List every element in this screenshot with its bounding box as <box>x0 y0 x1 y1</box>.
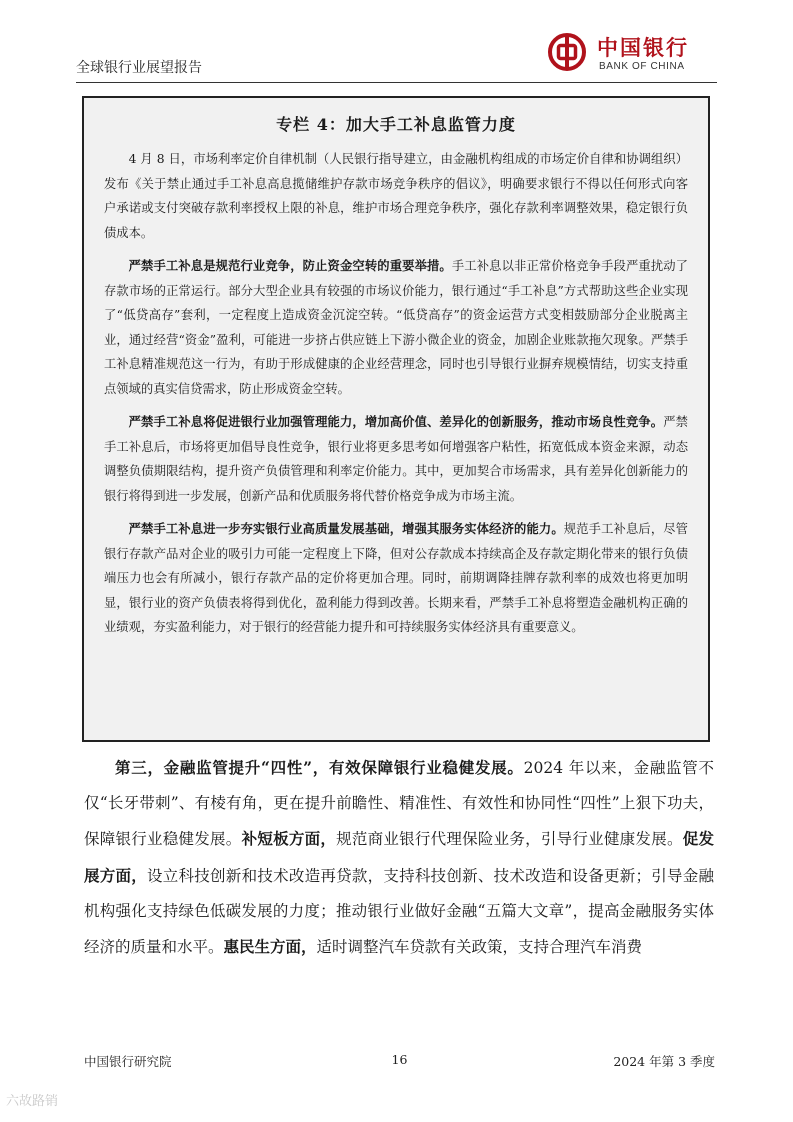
logo-chinese-name: 中国银行 <box>597 35 689 60</box>
body-lead-3: 促发展方面， <box>84 829 714 885</box>
box-paragraph-3-lead: 严禁手工补息将促进银行业加强管理能力，增加高价值、差异化的创新服务，推动市场良性竞争。 <box>128 414 664 429</box>
footer-publisher: 中国银行研究院 <box>84 1054 172 1069</box>
box-paragraph-2-lead: 严禁手工补息是规范行业竞争，防止资金空转的重要举措。 <box>128 258 452 273</box>
page-number: 16 <box>391 1052 408 1067</box>
box-paragraph-3 <box>104 410 688 508</box>
logo-english-name: BANK OF CHINA <box>599 61 685 72</box>
box-title: 专栏 4：加大手工补息监管力度 <box>276 115 516 134</box>
box-paragraph-1: 4 月 8 日，市场利率定价自律机制（人民银行指导建立，由金融机构组成的市场定价自律和协调组织）发布《关于禁止通过手工补息高息揽储维护存款市场竞争秩序的倡议》，明确要求银行不得以任何形式向客户承诺或支付突破存款利率授权上限的补息，维护市场合理竞争秩序，强化存款利率调整效果，稳定银行负债成本。 <box>104 152 688 240</box>
box-paragraph-4-lead: 严禁手工补息进一步夯实银行业高质量发展基础，增强其服务实体经济的能力。 <box>128 521 564 536</box>
box-paragraph-4-text: 规范手工补息后，尽管银行存款产品对企业的吸引力可能一定程度上下降，但对公存款成本持续高企及存款定期化带来的银行负债端压力也会有所减小，银行存款产品的定价将更加合理。同时，前期调降挂牌存款利率的成效也将更加明显，银行业的资产负债表将得到优化，盈利能力得到改善。长期来看，严禁手工补息将塑造金融机构正确的业绩观，夯实盈利能力，对于银行的经营能力提升和可持续服务实体经济具有重要意义。 <box>104 522 688 634</box>
box-paragraph-2-text: 手工补息以非正常价格竞争手段严重扰动了存款市场的正常运行。部分大型企业具有较强的市场议价能力，银行通过“手工补息”方式帮助这些企业实现了“低贷高存”套利，一定程度上造成资金沉淀空转。“低贷高存”的资金运营方式变相鼓励部分企业脱离主业，通过经营“资金”盈利，可能进一步挤占供应链上下游小微企业的资金，加剧企业账款拖欠现象。严禁手工补息精准规范这一行为，有助于形成健康的企业经营理念，同时也引导银行业摒弃规模情结，切实支持重点领域的真实信贷需求，防止形成资金空转。 <box>104 259 688 396</box>
box-paragraph-3-text: 严禁手工补息后，市场将更加倡导良性竞争，银行业将更多思考如何增强客户粘性，拓宽低成本资金来源，动态调整负债期限结构，提升资产负债管理和利率定价能力。其中，更加契合市场需求，具有差异化创新能力的银行将得到进一步发展，创新产品和优质服务将代替价格竞争成为市场主流。 <box>104 415 688 503</box>
bank-logo <box>547 28 717 78</box>
body-text-1: 2024 年以来，金融监管不仅“长牙带刺”、有棱有角，更在提升前瞻性、精准性、有效性和协同性“四性”上狠下功夫，保障银行业稳健发展。 <box>84 759 714 849</box>
body-lead-2: 补短板方面， <box>241 829 337 849</box>
body-text-4: 适时调整汽车贷款有关政策，支持合理汽车消费 <box>316 938 643 957</box>
report-title: 全球银行业展望报告 <box>76 60 202 76</box>
body-lead-4: 惠民生方面， <box>223 937 317 957</box>
main-body <box>84 750 714 965</box>
body-text-2: 规范商业银行代理保险业务，引导行业健康发展。 <box>336 830 683 849</box>
page-header <box>76 28 717 83</box>
box-paragraph-4 <box>104 517 688 640</box>
box-paragraph-2 <box>104 254 688 401</box>
watermark: 六故路销 <box>6 1093 59 1108</box>
body-paragraph <box>84 750 714 965</box>
sidebar-column-box <box>82 96 710 742</box>
footer-period: 2024 年第 3 季度 <box>613 1054 715 1069</box>
body-text-3: 设立科技创新和技术改造再贷款，支持科技创新、技术改造和设备更新；引导金融机构强化支持绿色低碳发展的力度；推动银行业做好金融“五篇大文章”，提高金融服务实体经济的质量和水平。 <box>84 866 714 957</box>
body-lead-1: 第三，金融监管提升“四性”，有效保障银行业稳健发展。 <box>115 758 524 777</box>
bank-of-china-emblem-icon <box>547 32 587 72</box>
